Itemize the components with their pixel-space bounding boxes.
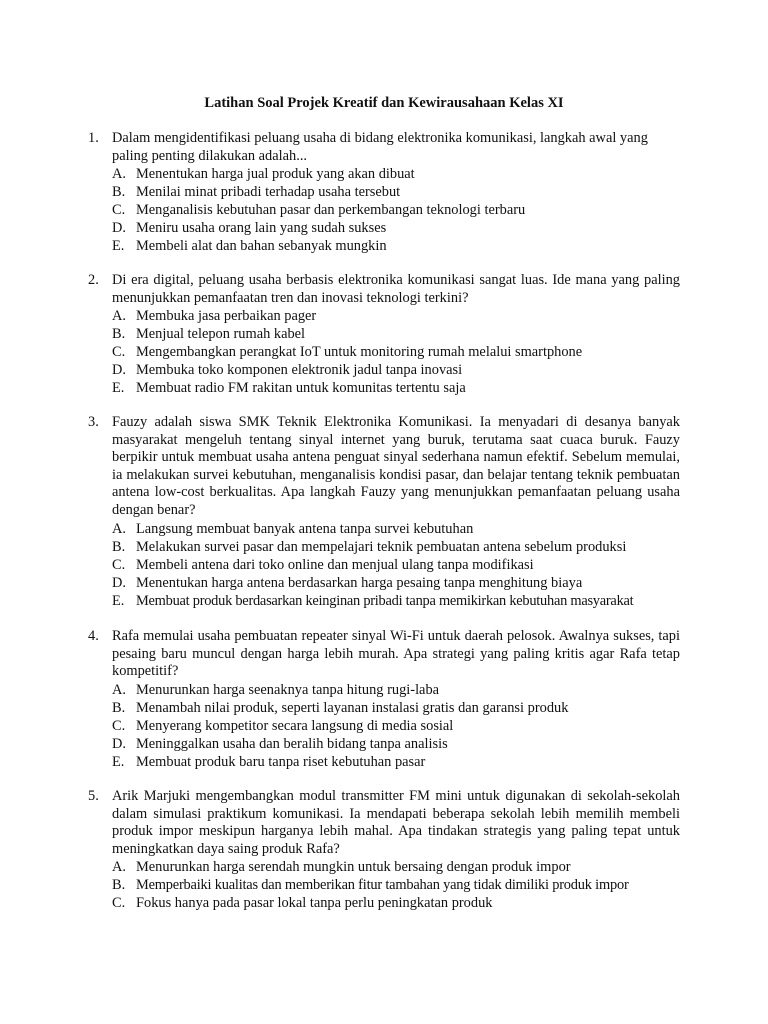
- option-text: Membeli alat dan bahan sebanyak mungkin: [136, 238, 387, 255]
- option-letter: E.: [112, 753, 125, 770]
- question-stem: [88, 628, 680, 681]
- question-stem: [88, 130, 680, 165]
- option-d: [88, 574, 680, 592]
- option-letter: C.: [112, 344, 126, 361]
- option-c: [88, 201, 680, 219]
- option-list: [88, 520, 680, 610]
- option-e: [88, 237, 680, 255]
- option-c: [88, 894, 680, 912]
- option-c: [88, 717, 680, 735]
- option-letter: A.: [112, 308, 126, 325]
- page-title: Latihan Soal Projek Kreatif dan Kewirausahaan Kelas XI: [204, 95, 564, 111]
- option-a: [88, 307, 680, 325]
- option-text: Fokus hanya pada pasar lokal tanpa perlu peningkatan produk: [136, 895, 493, 912]
- option-b: [88, 183, 680, 201]
- option-letter: A.: [112, 166, 126, 183]
- option-d: [88, 361, 680, 379]
- question-4: [88, 628, 680, 771]
- question-3: [88, 414, 680, 610]
- option-d: [88, 735, 680, 753]
- option-list: [88, 858, 680, 912]
- option-e: [88, 592, 680, 610]
- option-text: Menurunkan harga seenaknya tanpa hitung rugi-laba: [136, 681, 440, 698]
- option-a: [88, 520, 680, 538]
- option-letter: D.: [112, 735, 126, 752]
- option-letter: B.: [112, 538, 126, 555]
- question-stem: [88, 414, 680, 520]
- option-text: Menambah nilai produk, seperti layanan instalasi gratis dan garansi produk: [136, 699, 569, 716]
- option-text: Menganalisis kebutuhan pasar dan perkembangan teknologi terbaru: [136, 202, 526, 219]
- option-text: Meninggalkan usaha dan beralih bidang tanpa analisis: [136, 735, 448, 752]
- question-number: 4.: [88, 628, 99, 644]
- question-stem: [88, 788, 680, 858]
- option-letter: E.: [112, 592, 125, 609]
- option-letter: B.: [112, 184, 126, 201]
- option-text: Membuka toko komponen elektronik jadul tanpa inovasi: [136, 362, 463, 379]
- question-number: 5.: [88, 788, 99, 804]
- option-letter: C.: [112, 895, 126, 912]
- option-a: [88, 681, 680, 699]
- option-text: Membuka jasa perbaikan pager: [136, 308, 317, 325]
- option-text: Melakukan survei pasar dan mempelajari teknik pembuatan antena sebelum produksi: [136, 538, 627, 555]
- option-text: Menurunkan harga serendah mungkin untuk bersaing dengan produk impor: [136, 859, 571, 876]
- option-letter: C.: [112, 202, 126, 219]
- option-d: [88, 219, 680, 237]
- question-1: [88, 130, 680, 255]
- option-letter: B.: [112, 326, 126, 343]
- option-text: Langsung membuat banyak antena tanpa survei kebutuhan: [136, 520, 474, 537]
- question-number: 2.: [88, 272, 99, 288]
- question-text: Dalam mengidentifikasi peluang usaha di bidang elektronika komunikasi, langkah awal yang paling penting dilakukan adalah...: [112, 130, 648, 164]
- option-letter: E.: [112, 238, 125, 255]
- option-letter: D.: [112, 220, 126, 237]
- question-text: Arik Marjuki mengembangkan modul transmitter FM mini untuk digunakan di sekolah-sekolah dalam simulasi praktikum komunikasi. Ia mendapati beberapa sekolah lebih memilih membeli produk impor meskipun harganya lebih mahal. Apa tindakan strategis yang paling tepat untuk meningkatkan daya saing produk Rafa?: [112, 788, 680, 857]
- option-text: Meniru usaha orang lain yang sudah sukses: [136, 220, 387, 237]
- option-c: [88, 343, 680, 361]
- option-letter: B.: [112, 699, 126, 716]
- option-list: [88, 165, 680, 255]
- option-letter: D.: [112, 362, 126, 379]
- option-b: [88, 876, 680, 894]
- option-text: Membuat produk baru tanpa riset kebutuhan pasar: [136, 753, 426, 770]
- option-text: Memperbaiki kualitas dan memberikan fitur tambahan yang tidak dimiliki produk impor: [136, 877, 629, 894]
- option-e: [88, 753, 680, 771]
- option-list: [88, 681, 680, 771]
- question-text: Rafa memulai usaha pembuatan repeater sinyal Wi-Fi untuk daerah pelosok. Awalnya sukses, tapi pesaing baru muncul dengan harga lebih murah. Apa strategi yang paling kritis agar Rafa tetap kompetitif?: [112, 628, 680, 680]
- option-e: [88, 379, 680, 397]
- option-text: Menentukan harga antena berdasarkan harga pesaing tanpa menghitung biaya: [136, 574, 583, 591]
- question-text: Fauzy adalah siswa SMK Teknik Elektronika Komunikasi. Ia menyadari di desanya banyak masyarakat mengeluh tentang sinyal internet yang buruk, terutama saat cuaca buruk. Fauzy berpikir untuk membuat usaha antena penguat sinyal sederhana namun efektif. Sebelum memulai, ia melakukan survei kebutuhan, menganalisis kondisi pasar, dan belajar tentang teknik pembuatan antena low-cost berkualitas. Apa langkah Fauzy yang menunjukkan pemanfaatan peluang usaha dengan benar?: [112, 414, 680, 518]
- option-a: [88, 858, 680, 876]
- option-c: [88, 556, 680, 574]
- question-text: Di era digital, peluang usaha berbasis elektronika komunikasi sangat luas. Ide mana yang paling menunjukkan pemanfaatan tren dan inovasi teknologi terkini?: [112, 272, 680, 306]
- question-5: [88, 788, 680, 912]
- option-letter: E.: [112, 380, 125, 397]
- question-stem: [88, 272, 680, 307]
- option-text: Menjual telepon rumah kabel: [136, 326, 306, 343]
- option-b: [88, 325, 680, 343]
- option-letter: A.: [112, 681, 126, 698]
- option-b: [88, 699, 680, 717]
- question-number: 1.: [88, 130, 99, 146]
- option-text: Menentukan harga jual produk yang akan dibuat: [136, 166, 415, 183]
- option-letter: C.: [112, 717, 126, 734]
- option-text: Membuat produk berdasarkan keinginan pribadi tanpa memikirkan kebutuhan masyarakat: [136, 592, 634, 609]
- option-a: [88, 165, 680, 183]
- option-text: Menyerang kompetitor secara langsung di media sosial: [136, 717, 454, 734]
- option-text: Mengembangkan perangkat IoT untuk monitoring rumah melalui smartphone: [136, 344, 583, 361]
- option-letter: B.: [112, 877, 126, 894]
- question-2: [88, 272, 680, 397]
- question-number: 3.: [88, 414, 99, 430]
- option-letter: A.: [112, 520, 126, 537]
- option-text: Membeli antena dari toko online dan menjual ulang tanpa modifikasi: [136, 556, 534, 573]
- option-letter: D.: [112, 574, 126, 591]
- option-b: [88, 538, 680, 556]
- option-text: Menilai minat pribadi terhadap usaha tersebut: [136, 184, 401, 201]
- option-letter: C.: [112, 556, 126, 573]
- option-letter: A.: [112, 859, 126, 876]
- option-text: Membuat radio FM rakitan untuk komunitas tertentu saja: [136, 380, 466, 397]
- option-list: [88, 307, 680, 397]
